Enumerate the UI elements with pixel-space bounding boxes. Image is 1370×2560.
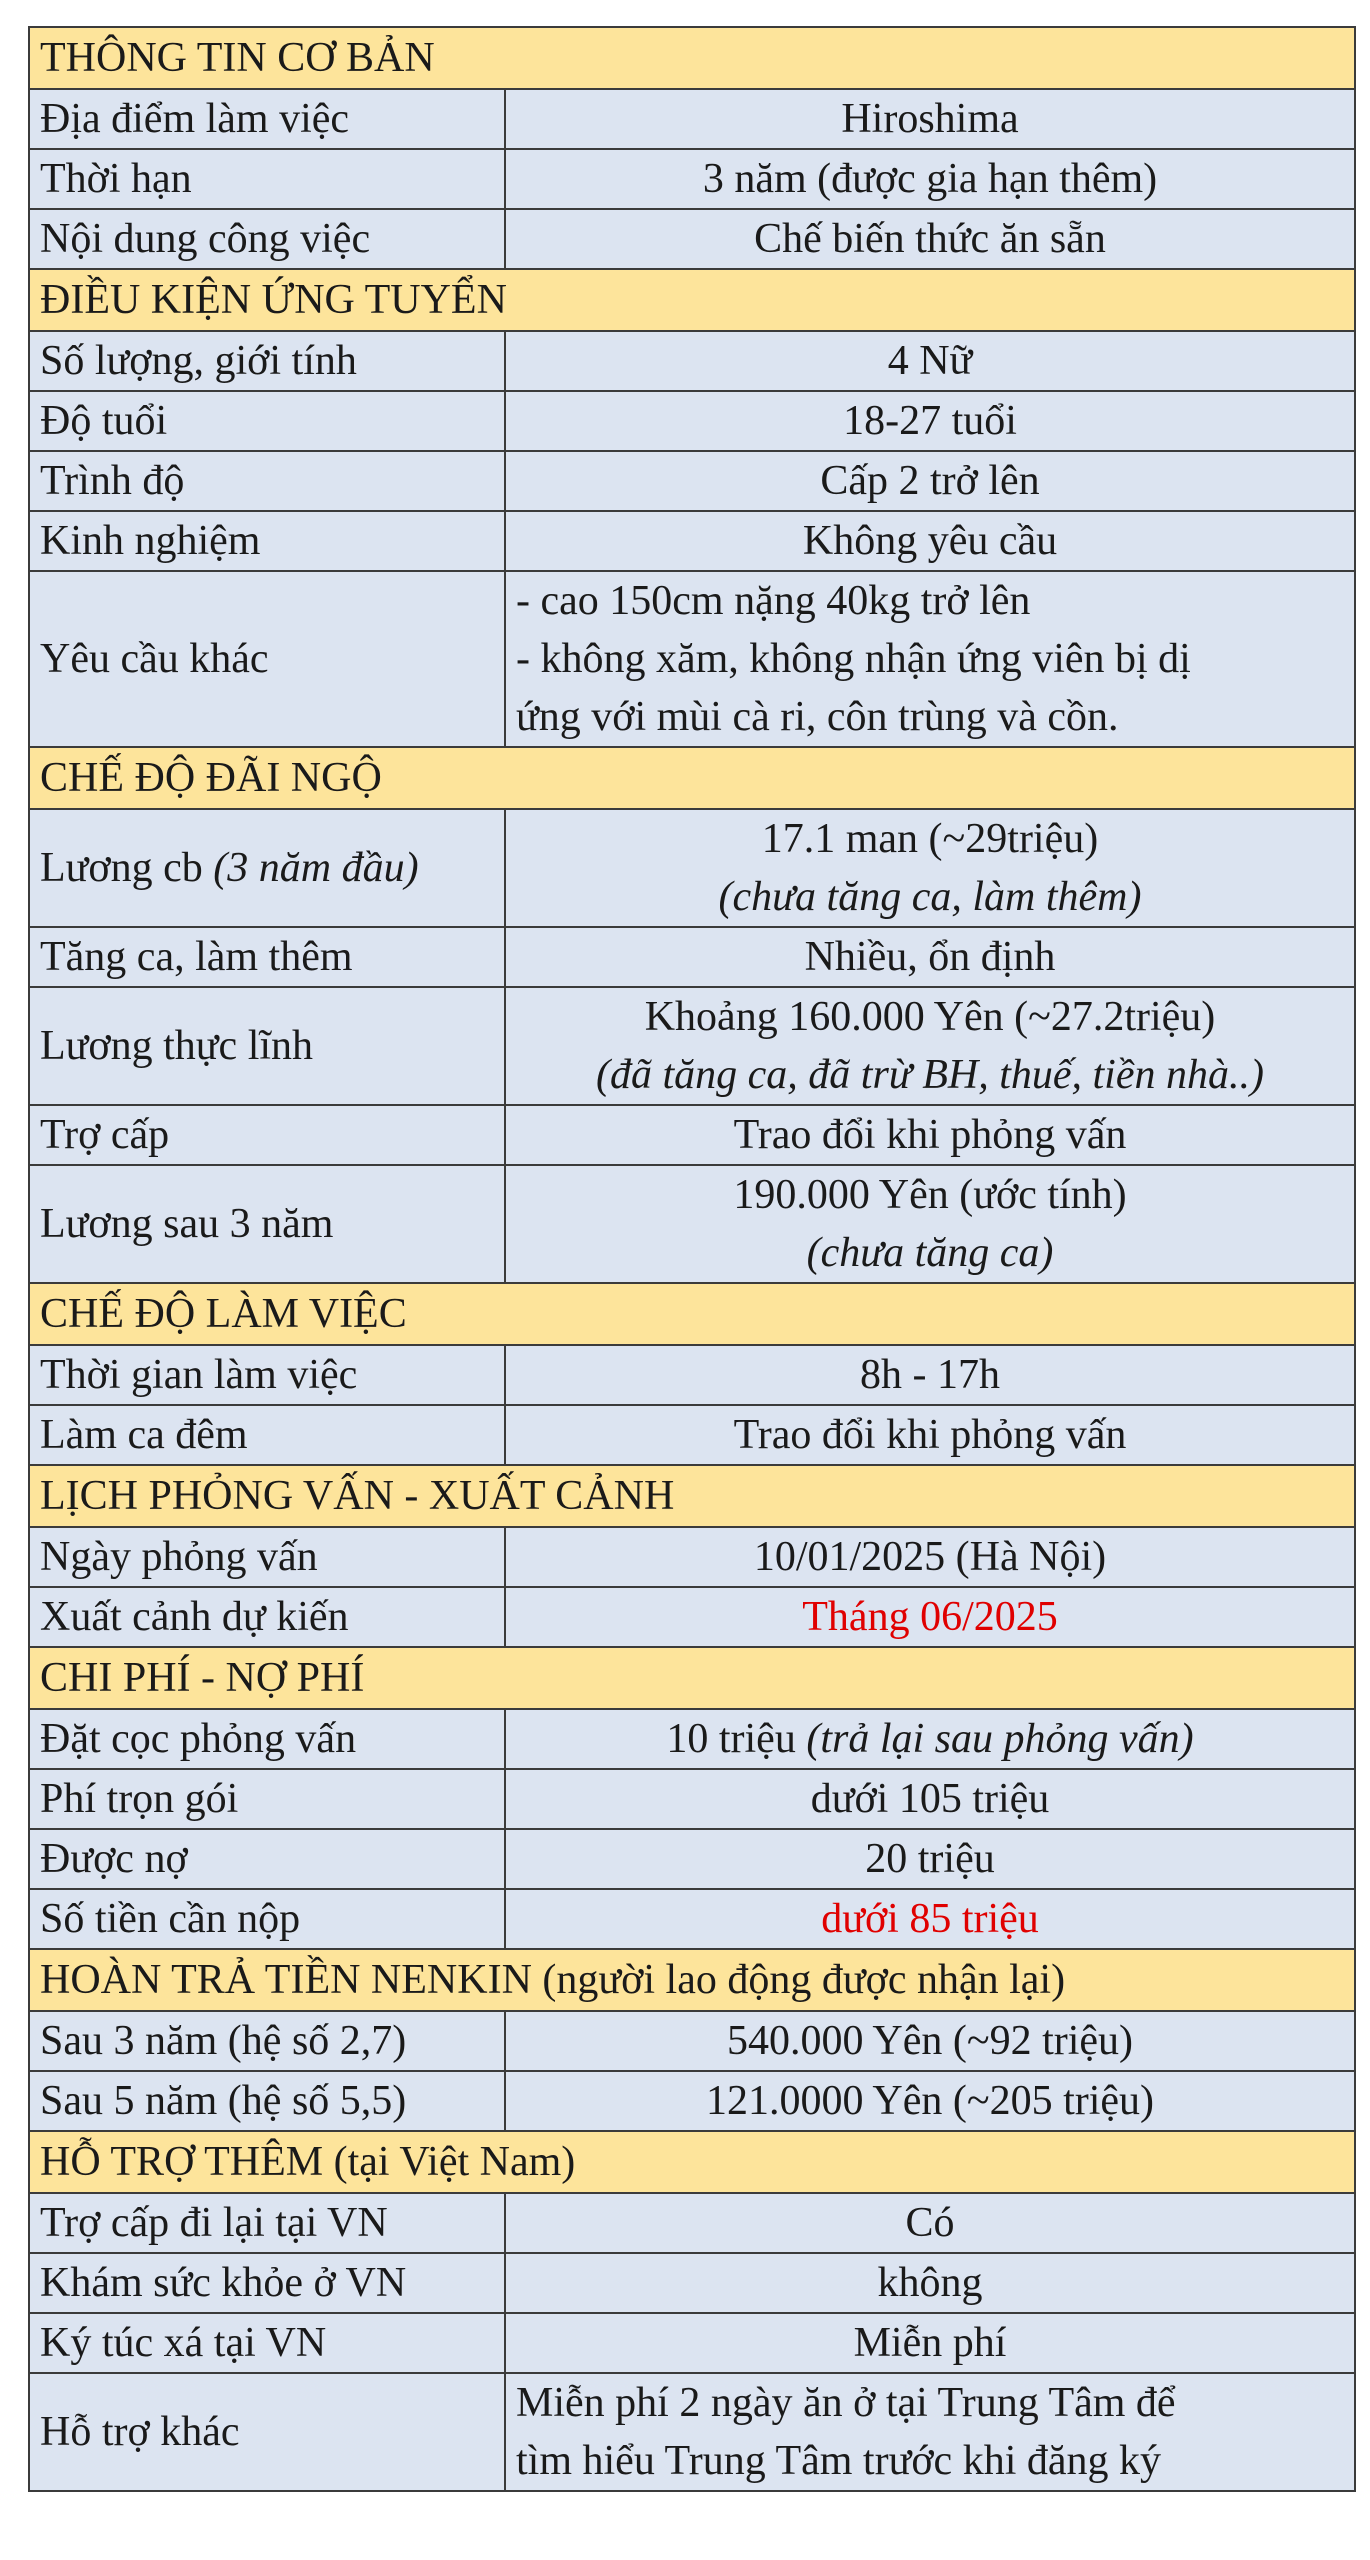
- row-value: Cấp 2 trở lên: [505, 451, 1355, 511]
- table-row: [29, 391, 1355, 451]
- row-label: [29, 809, 505, 927]
- table-row: [29, 511, 1355, 571]
- table-row: [29, 2193, 1355, 2253]
- row-value: Trao đổi khi phỏng vấn: [505, 1105, 1355, 1165]
- section-title: CHI PHÍ - NỢ PHÍ: [29, 1647, 1355, 1709]
- table-row: [29, 2011, 1355, 2071]
- table-row: [29, 2071, 1355, 2131]
- row-value: [505, 1165, 1355, 1283]
- row-label: Hỗ trợ khác: [29, 2373, 505, 2491]
- row-label: Xuất cảnh dự kiến: [29, 1587, 505, 1647]
- row-label: Kinh nghiệm: [29, 511, 505, 571]
- row-label: Nội dung công việc: [29, 209, 505, 269]
- row-value: [505, 987, 1355, 1105]
- table-row: [29, 1709, 1355, 1769]
- row-label: Khám sức khỏe ở VN: [29, 2253, 505, 2313]
- row-label: Đặt cọc phỏng vấn: [29, 1709, 505, 1769]
- value-line: - không xăm, không nhận ứng viên bị dị: [516, 636, 1191, 682]
- value-note: (chưa tăng ca): [806, 1230, 1054, 1276]
- row-label: Sau 5 năm (hệ số 5,5): [29, 2071, 505, 2131]
- table-row: [29, 451, 1355, 511]
- section-header-basic-info: [29, 27, 1355, 89]
- row-value: [505, 571, 1355, 747]
- section-title: CHẾ ĐỘ ĐÃI NGỘ: [29, 747, 1355, 809]
- row-label: Ký túc xá tại VN: [29, 2313, 505, 2373]
- label-text: Lương cb: [40, 845, 214, 891]
- row-label: Làm ca đêm: [29, 1405, 505, 1465]
- row-value: Hiroshima: [505, 89, 1355, 149]
- row-label: Thời hạn: [29, 149, 505, 209]
- value-note: (trả lại sau phỏng vấn): [806, 1716, 1194, 1762]
- table-row: [29, 331, 1355, 391]
- row-label: Trình độ: [29, 451, 505, 511]
- label-note: (3 năm đầu): [213, 845, 419, 891]
- row-value: 540.000 Yên (~92 triệu): [505, 2011, 1355, 2071]
- row-label: Tăng ca, làm thêm: [29, 927, 505, 987]
- table-row: [29, 927, 1355, 987]
- row-value: Trao đổi khi phỏng vấn: [505, 1405, 1355, 1465]
- value-line: 190.000 Yên (ước tính): [733, 1172, 1127, 1218]
- row-value-highlight: Tháng 06/2025: [505, 1587, 1355, 1647]
- row-label: Ngày phỏng vấn: [29, 1527, 505, 1587]
- row-value: Có: [505, 2193, 1355, 2253]
- row-value: 10/01/2025 (Hà Nội): [505, 1527, 1355, 1587]
- value-line: 17.1 man (~29triệu): [761, 816, 1099, 862]
- row-value: Không yêu cầu: [505, 511, 1355, 571]
- table-row: [29, 1345, 1355, 1405]
- table-row: [29, 571, 1355, 747]
- section-header-requirements: [29, 269, 1355, 331]
- section-title: LỊCH PHỎNG VẤN - XUẤT CẢNH: [29, 1465, 1355, 1527]
- table-row: [29, 2373, 1355, 2491]
- table-row: [29, 1889, 1355, 1949]
- row-label: Được nợ: [29, 1829, 505, 1889]
- section-title: HỖ TRỢ THÊM (tại Việt Nam): [29, 2131, 1355, 2193]
- row-label: Địa điểm làm việc: [29, 89, 505, 149]
- row-value: [505, 1709, 1355, 1769]
- value-line: tìm hiểu Trung Tâm trước khi đăng ký: [516, 2438, 1162, 2484]
- table-row: [29, 1105, 1355, 1165]
- row-value: không: [505, 2253, 1355, 2313]
- table-row: [29, 1165, 1355, 1283]
- row-value: [505, 2373, 1355, 2491]
- row-value: [505, 809, 1355, 927]
- section-header-work-schedule: [29, 1283, 1355, 1345]
- row-value: Miễn phí: [505, 2313, 1355, 2373]
- table-row: [29, 89, 1355, 149]
- row-value: dưới 105 triệu: [505, 1769, 1355, 1829]
- row-value: 20 triệu: [505, 1829, 1355, 1889]
- value-note: (đã tăng ca, đã trừ BH, thuế, tiền nhà..): [596, 1052, 1264, 1098]
- table-row: [29, 2313, 1355, 2373]
- row-value: 8h - 17h: [505, 1345, 1355, 1405]
- row-label: Trợ cấp đi lại tại VN: [29, 2193, 505, 2253]
- table-row: [29, 987, 1355, 1105]
- section-title: CHẾ ĐỘ LÀM VIỆC: [29, 1283, 1355, 1345]
- section-header-extra-support: [29, 2131, 1355, 2193]
- row-label: Lương thực lĩnh: [29, 987, 505, 1105]
- row-label: Lương sau 3 năm: [29, 1165, 505, 1283]
- row-label: Trợ cấp: [29, 1105, 505, 1165]
- row-label: Thời gian làm việc: [29, 1345, 505, 1405]
- section-header-interview-schedule: [29, 1465, 1355, 1527]
- row-value-highlight: dưới 85 triệu: [505, 1889, 1355, 1949]
- row-label: Số tiền cần nộp: [29, 1889, 505, 1949]
- row-label: Số lượng, giới tính: [29, 331, 505, 391]
- row-label: Yêu cầu khác: [29, 571, 505, 747]
- table-row: [29, 1769, 1355, 1829]
- section-header-benefits: [29, 747, 1355, 809]
- value-line: ứng với mùi cà ri, côn trùng và cồn.: [516, 694, 1119, 740]
- section-header-nenkin-refund: [29, 1949, 1355, 2011]
- row-value: 4 Nữ: [505, 331, 1355, 391]
- value-line: - cao 150cm nặng 40kg trở lên: [516, 578, 1031, 624]
- section-title: THÔNG TIN CƠ BẢN: [29, 27, 1355, 89]
- row-value: Chế biến thức ăn sẵn: [505, 209, 1355, 269]
- section-title: HOÀN TRẢ TIỀN NENKIN (người lao động được nhận lại): [29, 1949, 1355, 2011]
- row-label: Sau 3 năm (hệ số 2,7): [29, 2011, 505, 2071]
- section-header-costs: [29, 1647, 1355, 1709]
- value-note: (chưa tăng ca, làm thêm): [718, 874, 1142, 920]
- table-row: [29, 209, 1355, 269]
- value-line: Khoảng 160.000 Yên (~27.2triệu): [644, 994, 1216, 1040]
- row-value: Nhiều, ổn định: [505, 927, 1355, 987]
- table-row: [29, 1527, 1355, 1587]
- table-row: [29, 809, 1355, 927]
- table-row: [29, 149, 1355, 209]
- row-value: 18-27 tuổi: [505, 391, 1355, 451]
- row-label: Phí trọn gói: [29, 1769, 505, 1829]
- table-row: [29, 1829, 1355, 1889]
- value-line: Miễn phí 2 ngày ăn ở tại Trung Tâm để: [516, 2380, 1176, 2426]
- job-info-table: [28, 26, 1356, 2492]
- section-title: ĐIỀU KIỆN ỨNG TUYỂN: [29, 269, 1355, 331]
- row-value: 3 năm (được gia hạn thêm): [505, 149, 1355, 209]
- table-row: [29, 2253, 1355, 2313]
- row-label: Độ tuổi: [29, 391, 505, 451]
- table-row: [29, 1587, 1355, 1647]
- table-row: [29, 1405, 1355, 1465]
- row-value: 121.0000 Yên (~205 triệu): [505, 2071, 1355, 2131]
- value-text: 10 triệu: [666, 1716, 807, 1762]
